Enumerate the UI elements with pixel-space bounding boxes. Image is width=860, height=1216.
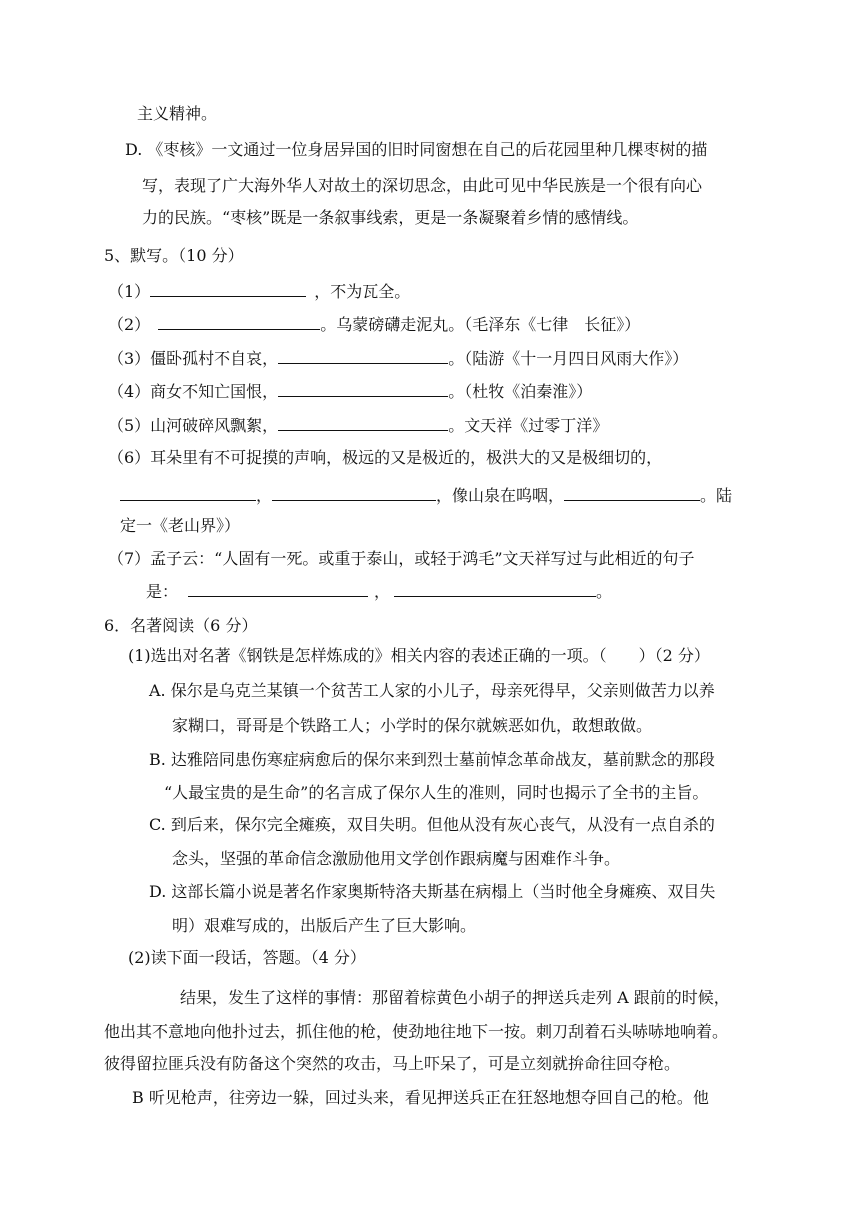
q5-7-lead: 是： [146,582,179,601]
passage-paragraph1-line1: 结果，发生了这样的事情：那留着棕黄色小胡子的押送兵走列 A 跟前的时候， [180,988,730,1007]
q5-item-6-line2 [120,484,732,506]
q5-6-separator: ， [256,486,273,505]
answer-blank[interactable] [278,380,448,397]
q5-7-end: 。 [596,582,613,601]
q5-item-7-line2 [146,580,612,602]
q5-5-text: （5）山河破碎风飘絮， [108,416,279,435]
q5-1-text: ，不为瓦全。 [314,282,411,301]
q5-6-middle: ，像山泉在呜咽， [436,486,565,505]
q5-6-end: 。陆 [700,486,733,505]
q5-item-3 [108,347,688,369]
option-d-line2: 写，表现了广大海外华人对故土的深切思念，由此可见中华民族是一个很有向心 [142,176,703,195]
option-a-line2: 家糊口，哥哥是个铁路工人；小学时的保尔就嫉恶如仇，敢想敢做。 [172,716,653,735]
answer-blank[interactable] [278,347,448,364]
answer-blank[interactable] [278,414,448,431]
q5-4-after: 。（杜牧《泊秦淮》） [448,382,593,401]
q5-item-7-line1: （7）孟子云：“人固有一死。或重于泰山，或轻于鸿毛”文天祥写过与此相近的句子 [108,549,695,568]
question-5-heading: 5、默写。（10 分） [104,246,244,265]
q5-item-5 [108,414,608,436]
passage-paragraph1-line2: 他出其不意地向他扑过去，抓住他的枪，使劲地往地下一按。刺刀刮着石头哧哧地响着。 [104,1022,729,1041]
q5-3-after: 。（陆游《十一月四日风雨大作》） [448,349,689,368]
q5-7-separator: ， [374,582,391,601]
question-6-heading: 6．名著阅读（6 分） [104,616,258,635]
q5-item-1 [108,280,410,302]
q5-item-2 [108,313,640,335]
q5-1-number: （1） [108,282,151,301]
passage-paragraph2-line1: B 听见枪声，往旁边一躲，回过头来，看见押送兵正在狂怒地想夺回自己的枪。他 [132,1088,709,1107]
option-a-line1: A. 保尔是乌克兰某镇一个贫苦工人家的小儿子，母亲死得早，父亲则做苦力以养 [149,681,715,700]
q5-2-text: 。乌蒙磅礴走泥丸。（毛泽东《七律 长征》） [320,315,641,334]
q5-3-text: （3）僵卧孤村不自哀， [108,349,279,368]
option-d-line1-q6: D. 这部长篇小说是著名作家奥斯特洛夫斯基在病榻上（当时他全身瘫痪、双目失 [149,882,716,901]
answer-blank[interactable] [120,484,256,501]
option-c-line2: 念头，坚强的革命信念激励他用文学创作跟病魔与困难作斗争。 [172,849,621,868]
option-d-line3: 力的民族。“枣核”既是一条叙事线索，更是一条凝聚着乡情的感情线。 [142,208,639,227]
passage-paragraph1-line3: 彼得留拉匪兵没有防备这个突然的攻击，马上吓呆了，可是立刻就拚命往回夺枪。 [104,1054,681,1073]
answer-blank[interactable] [394,580,596,597]
option-c-line1: C. 到后来，保尔完全瘫痪，双目失明。但他从没有灰心丧气，从没有一点自杀的 [149,815,715,834]
option-b-line1: B. 达雅陪同患伤寒症病愈后的保尔来到烈士墓前悼念革命战友，墓前默念的那段 [149,750,715,769]
option-c-continuation: 主义精神。 [137,104,218,123]
answer-blank[interactable] [158,313,320,330]
option-b-line2: “人最宝贵的是生命”的名言成了保尔人生的准则，同时也揭示了全书的主旨。 [164,783,709,802]
q5-item-6-line3: 定一《老山界》） [120,516,241,535]
q5-item-4 [108,380,592,402]
q5-5-after: 。文天祥《过零丁洋》 [448,416,609,435]
answer-blank[interactable] [150,280,306,297]
option-d-line2-q6: 明）艰难写成的，出版后产生了巨大影响。 [172,916,477,935]
q6-part1-prompt: (1)选出对名著《钢铁是怎样炼成的》相关内容的表述正确的一项。（ ）（2 分） [128,646,710,665]
option-d-line1: D. 《枣核》一文通过一位身居异国的旧时同窗想在自己的后花园里种几棵枣树的描 [125,140,708,159]
q5-item-6-line1: （6）耳朵里有不可捉摸的声响，极远的又是极近的，极洪大的又是极细切的， [108,448,663,467]
answer-blank[interactable] [188,580,368,597]
answer-blank[interactable] [564,484,700,501]
answer-blank[interactable] [272,484,436,501]
q6-part2-prompt: (2)读下面一段话，答题。（4 分） [128,948,366,967]
q5-2-number: （2） [108,315,151,334]
q5-4-text: （4）商女不知亡国恨， [108,382,279,401]
